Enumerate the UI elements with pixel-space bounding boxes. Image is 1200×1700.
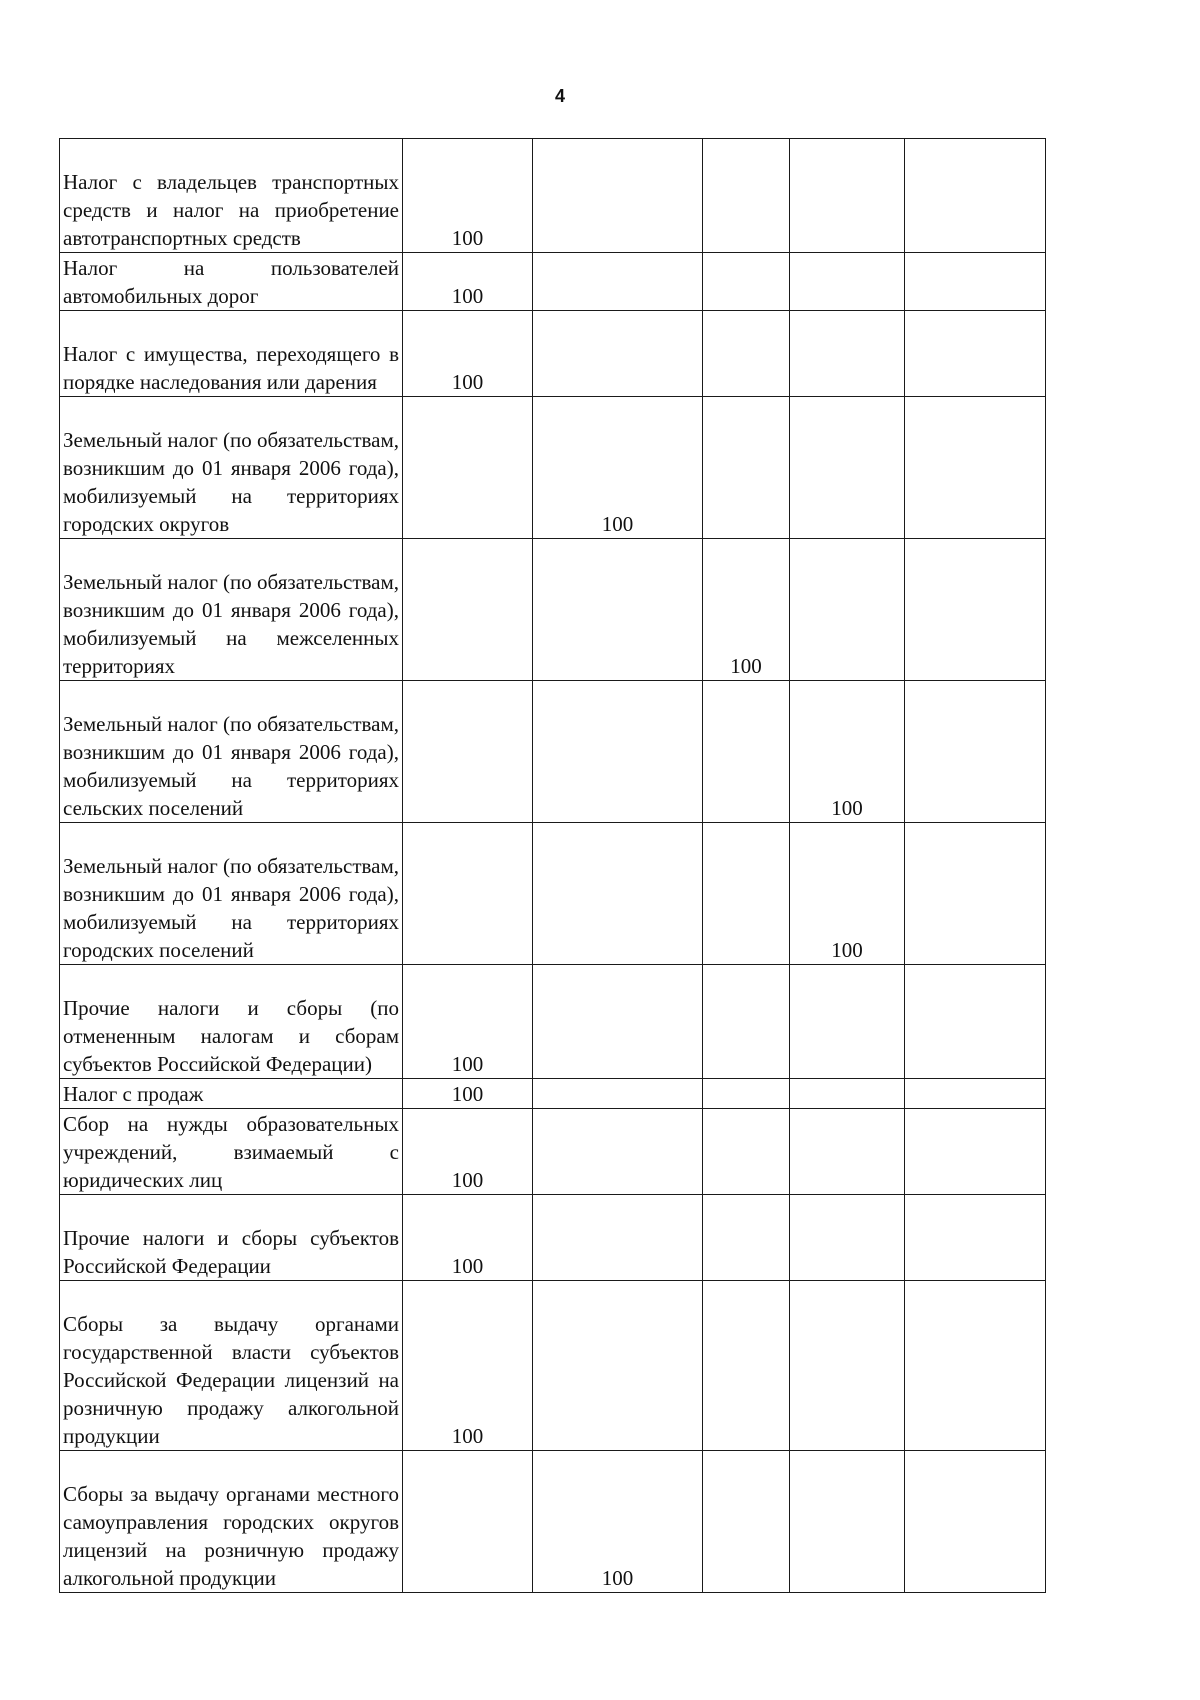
- percent-cell-col-3: [703, 1195, 790, 1281]
- percent-cell-col-4: [790, 1109, 905, 1195]
- percent-cell-col-4: [790, 139, 905, 253]
- percent-cell-col-5: [905, 1079, 1046, 1109]
- tax-name-cell: Сбор на нужды образовательных учреждений, взимаемый с юридических лиц: [60, 1109, 403, 1195]
- tax-distribution-table: [59, 138, 1046, 1593]
- percent-cell-col-2: [533, 823, 703, 965]
- percent-cell-col-4: [790, 397, 905, 539]
- percent-cell-col-3: [703, 253, 790, 311]
- percent-cell-col-4: [790, 1195, 905, 1281]
- percent-cell-col-1: [403, 1451, 533, 1593]
- percent-cell-col-4: [790, 311, 905, 397]
- percent-cell-col-1: [403, 1079, 533, 1109]
- percent-cell-col-3: [703, 1079, 790, 1109]
- percent-cell-col-1: [403, 253, 533, 311]
- percent-cell-col-3: [703, 539, 790, 681]
- percent-value: 100: [831, 796, 863, 820]
- percent-cell-col-3: [703, 1109, 790, 1195]
- tax-name-cell: Прочие налоги и сборы (по отмененным налогам и сборам субъектов Российской Федерации): [60, 965, 403, 1079]
- percent-cell-col-4: [790, 1451, 905, 1593]
- tax-name-cell: Налог на пользователей автомобильных дорог: [60, 253, 403, 311]
- percent-cell-col-5: [905, 1109, 1046, 1195]
- percent-cell-col-3: [703, 397, 790, 539]
- percent-value: 100: [601, 512, 634, 536]
- tax-name-cell: Земельный налог (по обязательствам, возникшим до 01 января 2006 года), мобилизуемый на территориях сельских поселений: [60, 681, 403, 823]
- percent-cell-col-2: [533, 1109, 703, 1195]
- percent-cell-col-5: [905, 311, 1046, 397]
- percent-cell-col-1: [403, 311, 533, 397]
- table-row: [60, 823, 1046, 965]
- percent-cell-col-5: [905, 539, 1046, 681]
- percent-cell-col-2: [533, 1079, 703, 1109]
- percent-value: 100: [451, 370, 484, 394]
- page-number: 4: [554, 86, 565, 106]
- percent-cell-col-3: [703, 1451, 790, 1593]
- percent-cell-col-5: [905, 1281, 1046, 1451]
- percent-value: 100: [451, 1168, 484, 1192]
- tax-name-cell: Сборы за выдачу органами государственной власти субъектов Российской Федерации лицензий на розничную продажу алкогольной продукции: [60, 1281, 403, 1451]
- table-row: [60, 1281, 1046, 1451]
- percent-cell-col-5: [905, 1451, 1046, 1593]
- table-row: [60, 397, 1046, 539]
- percent-cell-col-5: [905, 823, 1046, 965]
- table-row: [60, 681, 1046, 823]
- percent-value: 100: [451, 1052, 484, 1076]
- percent-cell-col-2: [533, 965, 703, 1079]
- percent-cell-col-4: [790, 1079, 905, 1109]
- percent-value: 100: [451, 1254, 484, 1278]
- table-row: [60, 965, 1046, 1079]
- tax-name-cell: Земельный налог (по обязательствам, возникшим до 01 января 2006 года), мобилизуемый на территориях городских поселений: [60, 823, 403, 965]
- table-row: [60, 1451, 1046, 1593]
- percent-cell-col-4: [790, 1281, 905, 1451]
- percent-cell-col-4: [790, 965, 905, 1079]
- percent-cell-col-5: [905, 681, 1046, 823]
- table-body: [60, 139, 1046, 1593]
- percent-cell-col-1: [403, 139, 533, 253]
- table-row: [60, 1195, 1046, 1281]
- tax-name-cell: Налог с продаж: [60, 1079, 403, 1109]
- table-row: [60, 253, 1046, 311]
- percent-cell-col-1: [403, 681, 533, 823]
- table-row: [60, 539, 1046, 681]
- percent-cell-col-2: [533, 397, 703, 539]
- percent-cell-col-5: [905, 1195, 1046, 1281]
- tax-name-cell: Прочие налоги и сборы субъектов Российской Федерации: [60, 1195, 403, 1281]
- percent-cell-col-1: [403, 1281, 533, 1451]
- percent-cell-col-3: [703, 139, 790, 253]
- percent-cell-col-1: [403, 539, 533, 681]
- tax-name-cell: Налог с владельцев транспортных средств и налог на приобретение автотранспортных средств: [60, 139, 403, 253]
- percent-cell-col-5: [905, 139, 1046, 253]
- percent-value: 100: [451, 1424, 484, 1448]
- percent-value: 100: [451, 1082, 484, 1106]
- percent-cell-col-1: [403, 1109, 533, 1195]
- percent-value: 100: [730, 654, 762, 678]
- percent-cell-col-3: [703, 681, 790, 823]
- percent-cell-col-2: [533, 539, 703, 681]
- table-row: [60, 1079, 1046, 1109]
- tax-name-cell: Земельный налог (по обязательствам, возникшим до 01 января 2006 года), мобилизуемый на межселенных территориях: [60, 539, 403, 681]
- percent-cell-col-2: [533, 681, 703, 823]
- percent-cell-col-2: [533, 1195, 703, 1281]
- percent-cell-col-2: [533, 1281, 703, 1451]
- percent-cell-col-3: [703, 311, 790, 397]
- table-row: [60, 311, 1046, 397]
- table-row: [60, 1109, 1046, 1195]
- table-row: [60, 139, 1046, 253]
- percent-cell-col-4: [790, 539, 905, 681]
- tax-name-cell: Сборы за выдачу органами местного самоуправления городских округов лицензий на розничную продажу алкогольной продукции: [60, 1451, 403, 1593]
- tax-name-cell: Земельный налог (по обязательствам, возникшим до 01 января 2006 года), мобилизуемый на территориях городских округов: [60, 397, 403, 539]
- percent-cell-col-2: [533, 311, 703, 397]
- percent-cell-col-5: [905, 965, 1046, 1079]
- percent-cell-col-2: [533, 253, 703, 311]
- percent-cell-col-2: [533, 139, 703, 253]
- percent-cell-col-3: [703, 965, 790, 1079]
- percent-cell-col-3: [703, 1281, 790, 1451]
- percent-value: 100: [451, 226, 484, 250]
- percent-cell-col-5: [905, 397, 1046, 539]
- percent-cell-col-4: [790, 253, 905, 311]
- percent-cell-col-1: [403, 1195, 533, 1281]
- percent-value: 100: [451, 284, 484, 308]
- percent-cell-col-2: [533, 1451, 703, 1593]
- percent-cell-col-5: [905, 253, 1046, 311]
- percent-value: 100: [601, 1566, 634, 1590]
- percent-value: 100: [831, 938, 863, 962]
- percent-cell-col-4: [790, 681, 905, 823]
- percent-cell-col-3: [703, 823, 790, 965]
- percent-cell-col-1: [403, 397, 533, 539]
- percent-cell-col-1: [403, 965, 533, 1079]
- percent-cell-col-4: [790, 823, 905, 965]
- percent-cell-col-1: [403, 823, 533, 965]
- tax-name-cell: Налог с имущества, переходящего в порядке наследования или дарения: [60, 311, 403, 397]
